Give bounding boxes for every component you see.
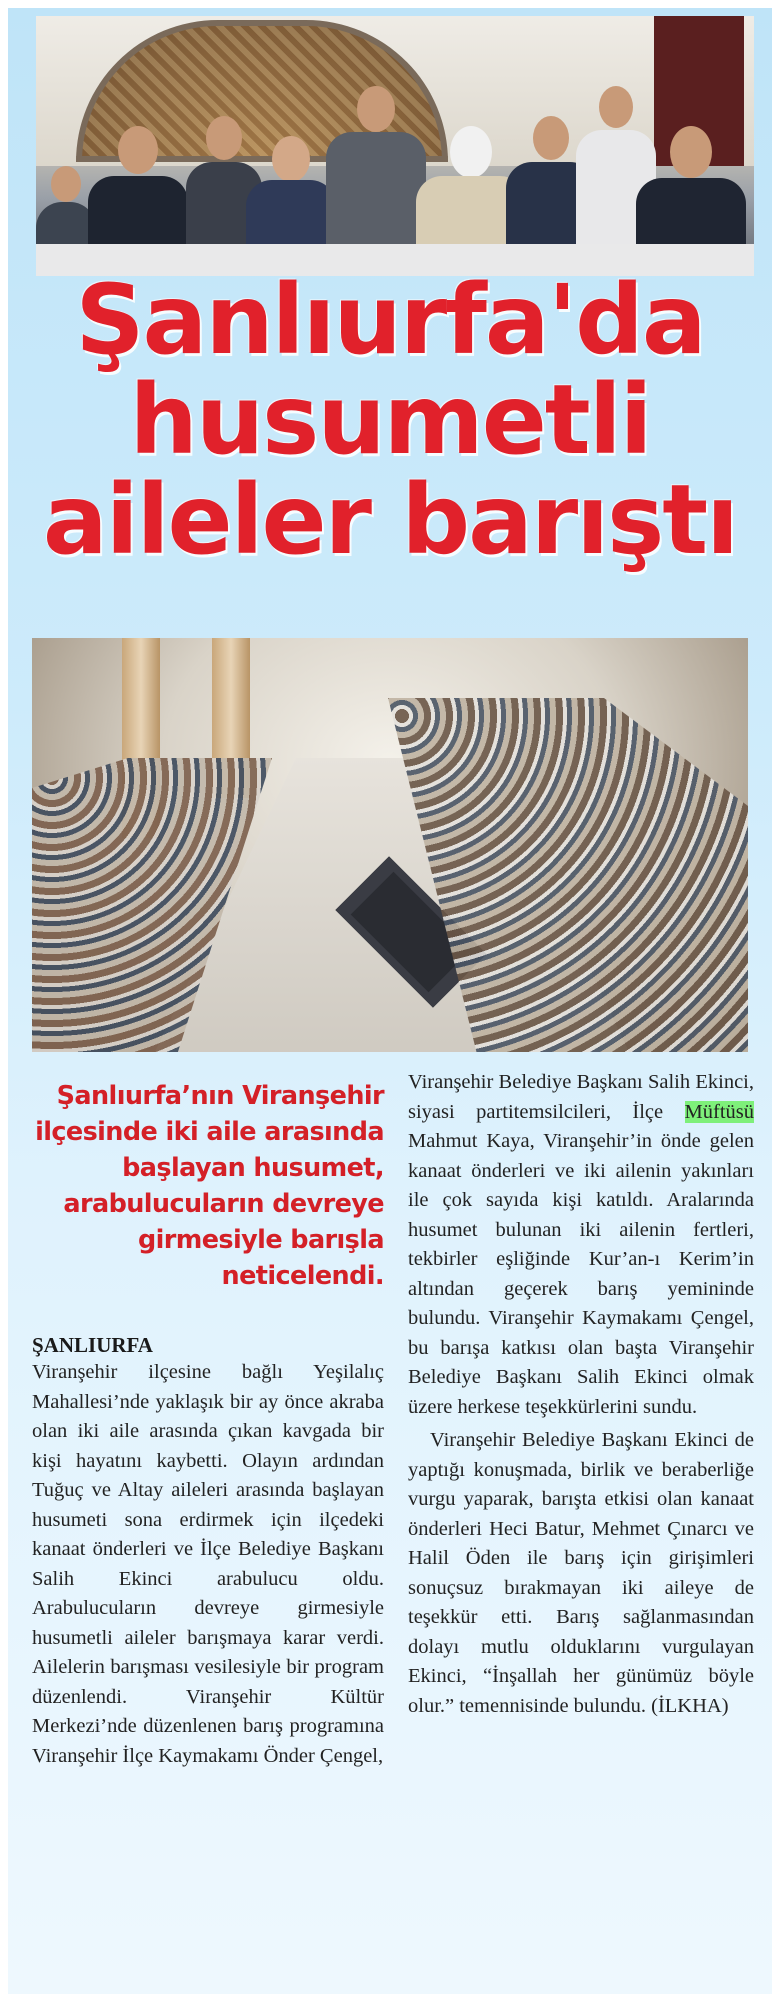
officials-photo xyxy=(36,16,754,276)
headline-line-2: husumetli xyxy=(129,364,651,476)
lead-paragraph: Şanlıurfa’nın Viranşehir ilçesinde iki aile arasında başlayan husumet, arabulucuların devreye girmesiyle barışla neticelendi. xyxy=(35,1081,384,1291)
headline-line-1: Şanlıurfa'da xyxy=(75,264,705,376)
right-paragraph-2: Viranşehir Belediye Başkanı Ekinci de yaptığı konuşmada, birlik ve beraberliğe vurgu yaparak, barışta etkisi olan kanaat önderleri Heci Batur, Mehmet Çınarcı ve Halil Öden ile barış için girişimleri sonuçsuz bırakmayan iki aileye de teşekkür etti. Barış sağlanmasından dolayı mutlu olduklarını vurgulayan Ekinci, “İnşallah her günümüz böyle olur.” temennisinde bulundu. (İLKHA) xyxy=(408,1429,754,1717)
newspaper-page xyxy=(8,8,772,1994)
headline-line-3: aileler barıştı xyxy=(42,464,738,576)
right-p1-text: Viranşehir Belediye Başkanı Salih Ekinci, siyasi partitemsilcileri, İlçe xyxy=(408,1071,754,1123)
left-body-text: Viranşehir ilçesine bağlı Yeşilalıç Mahallesi’nde yaklaşık bir ay önce akraba olan iki aile arasında çıkan kavgada bir kişi hayatını kaybetti. Olayın ardından Tuğuç ve Altay aileleri arasında başlayan husumeti sona erdirmek için ilçedeki kanaat önderleri ve İlçe Belediye Başkanı Salih Ekinci arabulucu oldu. Arabulucuların devreye girmesiyle husumetli aileler barışmaya karar verdi. Ailelerin barışması vesilesiyle bir program düzenlendi. Viranşehir Kültür Merkezi’nde düzenlenen barış programına Viranşehir İlçe Kaymakamı Önder Çengel, xyxy=(32,1361,384,1767)
crowd-hall-photo xyxy=(32,638,748,1052)
right-column xyxy=(408,1068,754,1721)
highlighted-word: Müftüsü xyxy=(684,1100,754,1123)
right-p1-text-cont: Mahmut Kaya, Viranşehir’in önde gelen kanaat önderleri ve iki ailenin yakınları ile çok sayıda kişi katıldı. Aralarında husumet bulunan iki ailenin fertleri, tekbirler eşliğinde Kur’an-ı Kerim’in altından geçerek barış yemininde bulundu. Viranşehir Kaymakamı Çengel, bu barışa katkısı olan başta Viranşehir Belediye Başkanı Salih Ekinci olmak üzere herkese teşekkürlerini sundu. xyxy=(408,1130,754,1418)
headline xyxy=(8,264,772,576)
right-paragraph-1 xyxy=(408,1068,754,1422)
dateline: ŞANLIURFA xyxy=(32,1333,153,1357)
left-column xyxy=(32,1078,384,1771)
